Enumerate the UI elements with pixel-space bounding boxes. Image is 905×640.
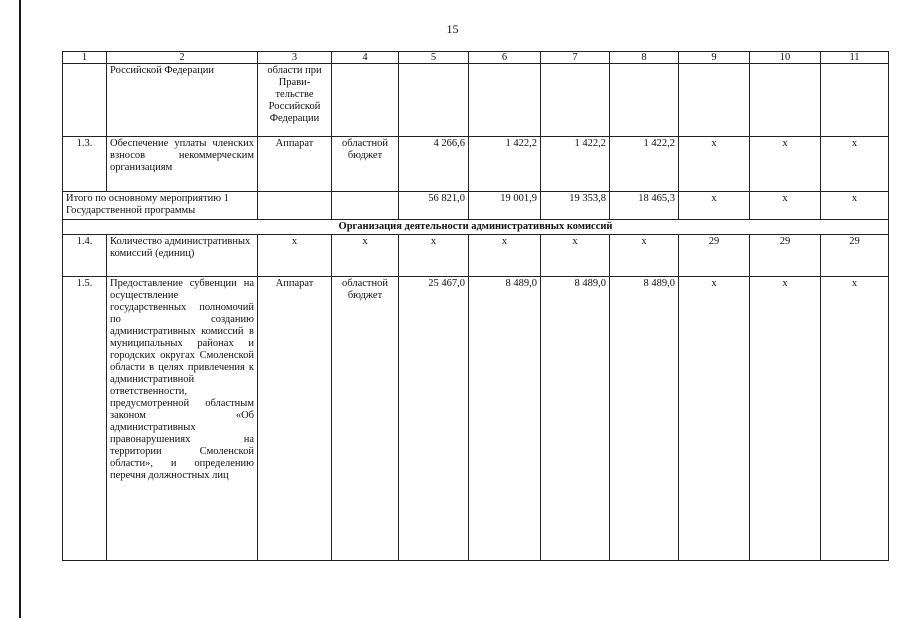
value-cell: х	[399, 235, 469, 277]
table-cell	[679, 64, 750, 137]
total-value-cell: х	[679, 192, 750, 220]
table-row-1-5	[63, 277, 889, 561]
value-cell: х	[679, 277, 750, 561]
column-number: 8	[610, 52, 679, 64]
row-name-cell: Российской Федерации	[107, 64, 258, 137]
executor-cell: области при Прави- тельстве Российской Федерации	[258, 64, 332, 137]
table-cell	[399, 64, 469, 137]
value-cell: х	[821, 277, 889, 561]
section-title: Организация деятельности административных комиссий	[63, 220, 889, 235]
column-number: 10	[750, 52, 821, 64]
table-cell	[610, 64, 679, 137]
row-number-cell: 1.3.	[63, 137, 107, 192]
binding-edge-line	[19, 0, 21, 618]
value-cell: 1 422,2	[469, 137, 541, 192]
total-value-cell: х	[821, 192, 889, 220]
value-cell: 29	[679, 235, 750, 277]
value-cell: 29	[821, 235, 889, 277]
table-cell	[750, 64, 821, 137]
value-cell: 25 467,0	[399, 277, 469, 561]
total-value-cell: 18 465,3	[610, 192, 679, 220]
row-number-cell: 1.5.	[63, 277, 107, 561]
value-cell: х	[469, 235, 541, 277]
value-cell: 8 489,0	[469, 277, 541, 561]
program-table	[62, 51, 889, 561]
column-number: 11	[821, 52, 889, 64]
table-cell	[63, 64, 107, 137]
value-cell: х	[679, 137, 750, 192]
column-number: 2	[107, 52, 258, 64]
page-number: 15	[446, 22, 459, 36]
value-cell: 29	[750, 235, 821, 277]
row-name-cell: Количество административных комиссий (единиц)	[107, 235, 258, 277]
executor-cell: Аппарат	[258, 277, 332, 561]
funding-source-cell: областной бюджет	[332, 277, 399, 561]
column-number: 9	[679, 52, 750, 64]
column-number: 5	[399, 52, 469, 64]
total-row	[63, 192, 889, 220]
continued-row	[63, 64, 889, 137]
value-cell: х	[258, 235, 332, 277]
column-number: 6	[469, 52, 541, 64]
value-cell: х	[541, 235, 610, 277]
funding-source-cell: областной бюджет	[332, 137, 399, 192]
table-cell	[258, 192, 332, 220]
total-label-cell: Итого по основному мероприятию 1 Государственной программы	[63, 192, 258, 220]
table-row-1-4	[63, 235, 889, 277]
column-number: 4	[332, 52, 399, 64]
table-cell	[541, 64, 610, 137]
column-number: 7	[541, 52, 610, 64]
value-cell: 8 489,0	[610, 277, 679, 561]
table-cell	[821, 64, 889, 137]
row-name-cell: Предоставление субвенции на осуществление государственных полномочий по созданию административных комиссий в муниципальных районах и городских округах Смоленской области в целях привлечения к административной ответственности, предусмотренной областным законом «Об административных правонарушениях на территории Смоленской области», и определению перечня должностных лиц	[107, 277, 258, 561]
value-cell: 1 422,2	[541, 137, 610, 192]
table-row-1-3	[63, 137, 889, 192]
column-number: 3	[258, 52, 332, 64]
value-cell: х	[332, 235, 399, 277]
value-cell: 1 422,2	[610, 137, 679, 192]
value-cell: х	[821, 137, 889, 192]
table-cell	[332, 64, 399, 137]
row-name-cell: Обеспечение уплаты членских взносов некоммерческим организациям	[107, 137, 258, 192]
column-number-row	[63, 52, 889, 64]
section-row	[63, 220, 889, 235]
total-value-cell: 19 001,9	[469, 192, 541, 220]
executor-cell: Аппарат	[258, 137, 332, 192]
column-number: 1	[63, 52, 107, 64]
total-value-cell: 56 821,0	[399, 192, 469, 220]
value-cell: 4 266,6	[399, 137, 469, 192]
table-cell	[332, 192, 399, 220]
table-cell	[469, 64, 541, 137]
value-cell: х	[750, 277, 821, 561]
row-number-cell: 1.4.	[63, 235, 107, 277]
value-cell: х	[750, 137, 821, 192]
total-value-cell: х	[750, 192, 821, 220]
total-value-cell: 19 353,8	[541, 192, 610, 220]
value-cell: 8 489,0	[541, 277, 610, 561]
value-cell: х	[610, 235, 679, 277]
